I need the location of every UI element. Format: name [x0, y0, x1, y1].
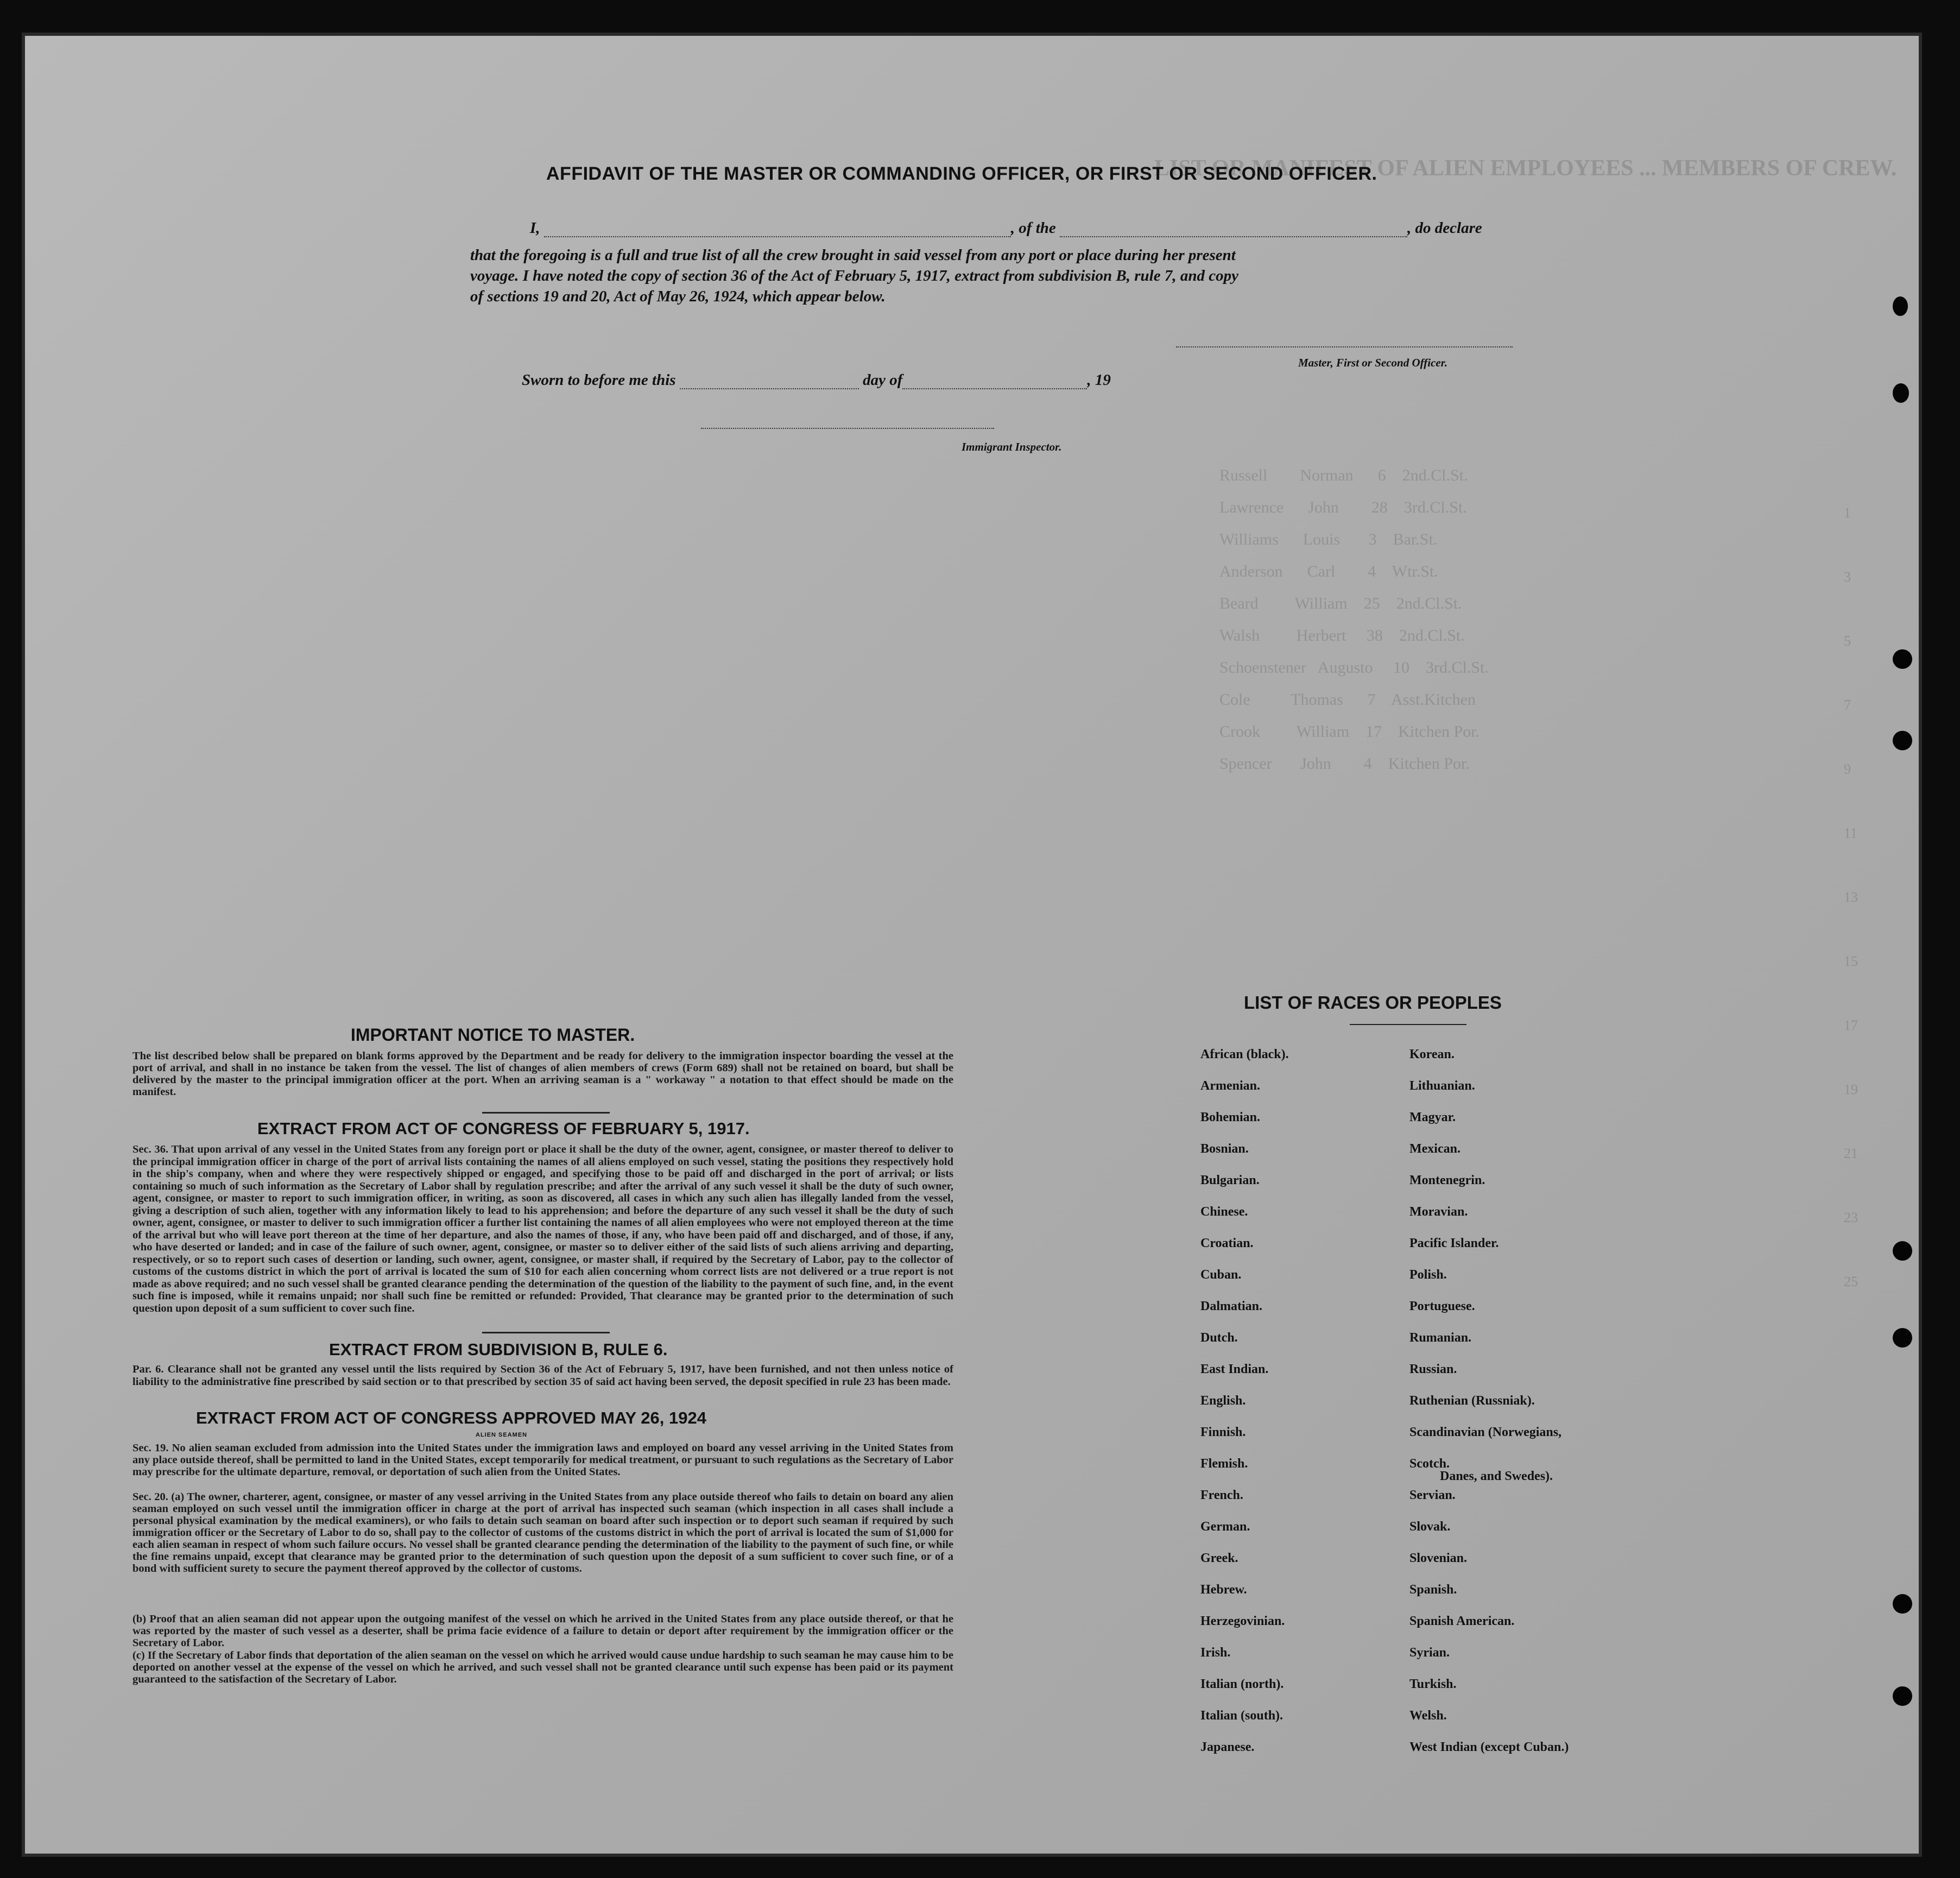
race-item-left-1: Armenian. — [1200, 1079, 1260, 1093]
race-item-right-22: West Indian (except Cuban.) — [1409, 1740, 1569, 1754]
affidavit-title: AFFIDAVIT OF THE MASTER OR COMMANDING OFFICER, OR FIRST OR SECOND OFFICER. — [546, 163, 1377, 184]
notice-body: The list described below shall be prepared on blank forms approved by the Department and be ready for delivery to the immigration inspector boarding the vessel at the port of arrival, and shall in no instance be taken from the vessel. The list of changes of alien members of crews (Form 689) shall not be retained on board, but shall be delivered by the master to the principal immigration officer at the port. When an arriving seaman is a " workaway " a notation to that effect should be made on the manifest. — [132, 1050, 953, 1098]
race-item-right-14: Servian. — [1409, 1488, 1456, 1502]
day-of-label: day of — [863, 371, 903, 389]
race-item-right-17: Spanish. — [1409, 1583, 1457, 1597]
race-item-right-0: Korean. — [1409, 1047, 1455, 1061]
manifest-page — [22, 33, 1922, 1857]
binder-hole-4 — [1893, 731, 1912, 750]
binder-hole-2 — [1893, 383, 1909, 403]
race-item-right-15: Slovak. — [1409, 1520, 1451, 1534]
sworn-label: Sworn to before me this — [522, 371, 676, 389]
year-prefix-label: , 19 — [1087, 371, 1111, 389]
race-item-right-19: Syrian. — [1409, 1646, 1450, 1660]
binder-hole-7 — [1893, 1594, 1912, 1614]
race-item-left-17: Hebrew. — [1200, 1583, 1247, 1597]
vessel-name-field[interactable] — [1060, 236, 1407, 237]
bleed-through-header: LIST OR MANIFEST OF ALIEN EMPLOYEES ... MEMBERS OF CREW. — [1154, 156, 1897, 181]
extract-1924-sec19: Sec. 19. No alien seaman excluded from admission into the United States under the immigration laws and employed on board any vessel arriving in the United States from any place outside thereof, shall be permitted to land in the United States, except temporarily for medical treatment, or pursuant to such regulations as the Secretary of Labor may prescribe for the ultimate departure, removal, or deportation of such alien from the United States. — [132, 1442, 953, 1478]
race-item-left-19: Irish. — [1200, 1646, 1231, 1660]
divider-2 — [482, 1332, 610, 1333]
races-divider — [1350, 1024, 1466, 1025]
extract-1917-title: EXTRACT FROM ACT OF CONGRESS OF FEBRUARY 5, 1917. — [257, 1119, 750, 1138]
race-item-left-12: Finnish. — [1200, 1425, 1246, 1439]
master-signature-label: Master, First or Second Officer. — [1298, 356, 1447, 369]
inspector-signature-label: Immigrant Inspector. — [962, 440, 1062, 453]
affidavit-body-line-1: that the foregoing is a full and true list of all the crew brought in said vessel from any port or place during her present — [470, 246, 1236, 264]
extract-1924-title: EXTRACT FROM ACT OF CONGRESS APPROVED MAY 26, 1924 — [196, 1408, 706, 1427]
extract-1924-sec20a: Sec. 20. (a) The owner, charterer, agent, consignee, or master of any vessel arriving in the United States from any place outside thereof who fails to detain on board any alien seaman employed on such vessel until the immigration officer in charge at the port of arrival has inspected such seaman (which inspection in all cases shall include a personal physical examination by the medical examiners), or who fails to detain such seaman on board after such inspection or to deport such seaman if required by such immigration officer or the Secretary of Labor to do so, shall pay to the collector of customs of the customs district in which the port of arrival is located the sum of $1,000 for each alien seaman in respect of whom such failure occurs. No vessel shall be granted clearance pending the determination of the liability to the payment of such fine, or while the fine remains unpaid, except that clearance may be granted prior to the determination of such question upon the deposit of a sum sufficient to cover such fine, or of a bond with sufficient surety to secure the payment thereof approved by the collector of customs. — [132, 1491, 953, 1575]
race-item-right-20: Turkish. — [1409, 1677, 1457, 1691]
races-title: LIST OF RACES OR PEOPLES — [1244, 992, 1502, 1013]
races-right-column — [1409, 1047, 1569, 1771]
race-item-right-2: Magyar. — [1409, 1110, 1456, 1124]
race-item-right-18: Spanish American. — [1409, 1614, 1515, 1628]
race-item-left-18: Herzegovinian. — [1200, 1614, 1285, 1628]
race-item-right-12: Scandinavian (Norwegians, — [1409, 1425, 1562, 1439]
declare-i-label: I, — [530, 219, 540, 237]
race-item-right-21: Welsh. — [1409, 1709, 1447, 1723]
declarant-name-field[interactable] — [544, 236, 1011, 237]
race-item-left-0: African (black). — [1200, 1047, 1289, 1061]
race-item-left-5: Chinese. — [1200, 1205, 1248, 1219]
master-signature-line[interactable] — [1176, 345, 1513, 347]
race-item-right-6: Pacific Islander. — [1409, 1236, 1499, 1250]
race-item-left-21: Italian (south). — [1200, 1709, 1284, 1723]
race-item-left-14: French. — [1200, 1488, 1243, 1502]
race-item-left-9: Dutch. — [1200, 1331, 1238, 1345]
notice-title: IMPORTANT NOTICE TO MASTER. — [351, 1025, 635, 1045]
race-item-right-5: Moravian. — [1409, 1205, 1468, 1219]
inspector-signature-line[interactable] — [701, 427, 994, 429]
bleed-through-row-numbers: 1 3 5 7 9 11 13 15 17 19 21 23 25 — [1844, 505, 1858, 1289]
race-item-right-9: Rumanian. — [1409, 1331, 1472, 1345]
race-item-left-11: English. — [1200, 1394, 1246, 1408]
extract-1924-sec20c: (c) If the Secretary of Labor finds that deportation of the alien seaman on the vessel on which he arrived would cause undue hardship to such seaman he may cause him to be deported on another vessel at the expense of the vessel on which he arrived, and such vessel shall not be granted clearance until such expense has been paid or its payment guaranteed to the satisfaction of the Secretary of Labor. — [132, 1649, 953, 1685]
race-item-left-8: Dalmatian. — [1200, 1299, 1262, 1313]
race-item-right-7: Polish. — [1409, 1268, 1447, 1282]
race-item-left-4: Bulgarian. — [1200, 1173, 1260, 1187]
race-item-right-8: Portuguese. — [1409, 1299, 1475, 1313]
binder-hole-1 — [1893, 296, 1908, 316]
affidavit-body-line-2: voyage. I have noted the copy of section 36 of the Act of February 5, 1917, extract from subdivision B, rule 7, and copy — [470, 267, 1238, 284]
race-item-left-22: Japanese. — [1200, 1740, 1255, 1754]
declare-of-the-label: , of the — [1010, 219, 1056, 237]
race-item-right-10: Russian. — [1409, 1362, 1457, 1376]
bleed-through-rows: Russell Norman 6 2nd.Cl.St. Lawrence John 28 3rd.Cl.St. Williams Louis 3 Bar.St. Anderson Carl 4 Wtr.St. Beard William 25 2nd.Cl.St. Walsh Herbert 38 2nd.Cl.St. Schoenstener Augusto 10 3rd.Cl.St. Cole Thomas 7 Asst.Kitchen Crook William 17 Kitchen Por. Spencer John 4 Kitchen Por. — [1219, 466, 1489, 773]
declare-end-label: , do declare — [1407, 219, 1482, 237]
races-left-column — [1200, 1047, 1289, 1771]
sworn-statement — [522, 371, 1111, 389]
extract-1924-sec20b: (b) Proof that an alien seaman did not appear upon the outgoing manifest of the vessel on which he arrived in the United States from any place outside thereof, or that he was reported by the master of such vessel as a deserter, shall be prima facie evidence of a failure to detain or deport after requirement by the immigration officer or the Secretary of Labor. — [132, 1613, 953, 1649]
binder-hole-8 — [1893, 1686, 1912, 1706]
race-item-left-7: Cuban. — [1200, 1268, 1242, 1282]
sworn-day-field[interactable] — [680, 388, 859, 389]
divider-1 — [482, 1112, 610, 1114]
race-item-right-3: Mexican. — [1409, 1142, 1460, 1156]
race-item-left-6: Croatian. — [1200, 1236, 1254, 1250]
extract-rule6-title: EXTRACT FROM SUBDIVISION B, RULE 6. — [329, 1340, 668, 1359]
race-item-left-15: German. — [1200, 1520, 1250, 1534]
race-item-left-10: East Indian. — [1200, 1362, 1269, 1376]
binder-hole-3 — [1893, 649, 1912, 669]
race-item-left-3: Bosnian. — [1200, 1142, 1249, 1156]
race-item-left-16: Greek. — [1200, 1551, 1238, 1565]
affidavit-body-line-3: of sections 19 and 20, Act of May 26, 1924, which appear below. — [470, 288, 886, 305]
races-scandinavian-continuation: Danes, and Swedes). — [1440, 1469, 1553, 1483]
extract-1917-body: Sec. 36. That upon arrival of any vessel in the United States from any foreign port or place it shall be the duty of the owner, agent, consignee, or master thereof to deliver to the principal immigration officer in charge of the port of arrival lists containing the names of all aliens employed on such vessel, stating the positions they respectively hold in the ship's company, when and where they were respectively shipped or engaged, and specifying those to be paid off and discharged in the port of arrival; or lists containing so much of such information as the Secretary of Labor shall by regulation prescribe; and after the arrival of any such vessel it shall be the duty of such owner, agent, consignee, or master to report to such immigration officer, in writing, as soon as discovered, all cases in which any such alien has illegally landed from the vessel, giving a description of such alien, together with any information likely to lead to his apprehension; and before the departure of any such vessel it shall be the duty of such owner, agent, consignee, or master to deliver to such immigration officer a further list containing the names of all alien employees who were not employed thereon at the time of the arrival but who will leave port thereon at the time of her departure, and also the names of those, if any, who have been paid off and discharged, and of those, if any, who have deserted or landed; and in case of the failure of such owner, agent, consignee, or master so to deliver either of the said lists of such aliens arriving and departing, respectively, or so to report such cases of desertion or landing, such owner, agent, consignee, or master shall, if required by the Secretary of Labor, pay to the collector of customs of the customs district in which the port of arrival is located the sum of $10 for each alien concerning whom correct lists are not delivered or a true report is not made as above required; and no such vessel shall be granted clearance pending the determination of the question of the liability to the payment of such fine, and, in the event such fine is imposed, while it remains unpaid; nor shall such fine be remitted or refunded: Provided, That clearance may be granted prior to the determination of such question upon deposit of a sum sufficient to cover such fine. — [132, 1143, 953, 1314]
race-item-right-16: Slovenian. — [1409, 1551, 1468, 1565]
affidavit-declaration — [530, 219, 1482, 237]
race-item-left-2: Bohemian. — [1200, 1110, 1261, 1124]
race-item-left-13: Flemish. — [1200, 1457, 1248, 1471]
race-item-right-13: Scotch. — [1409, 1457, 1450, 1471]
race-item-right-4: Montenegrin. — [1409, 1173, 1485, 1187]
extract-1924-subtitle: ALIEN SEAMEN — [476, 1432, 528, 1438]
race-item-right-11: Ruthenian (Russniak). — [1409, 1394, 1535, 1408]
binder-hole-5 — [1893, 1241, 1912, 1261]
affidavit-body — [470, 245, 1567, 307]
extract-rule6-body: Par. 6. Clearance shall not be granted any vessel until the lists required by Section 36 of the Act of February 5, 1917, have been furnished, and not then unless notice of liability to the administrative fine prescribed by said section or to that prescribed by section 35 of said act having been served, the deposit specified in rule 23 has been made. — [132, 1363, 953, 1388]
sworn-month-field[interactable] — [902, 388, 1087, 389]
binder-hole-6 — [1893, 1328, 1912, 1348]
race-item-left-20: Italian (north). — [1200, 1677, 1284, 1691]
race-item-right-1: Lithuanian. — [1409, 1079, 1475, 1093]
